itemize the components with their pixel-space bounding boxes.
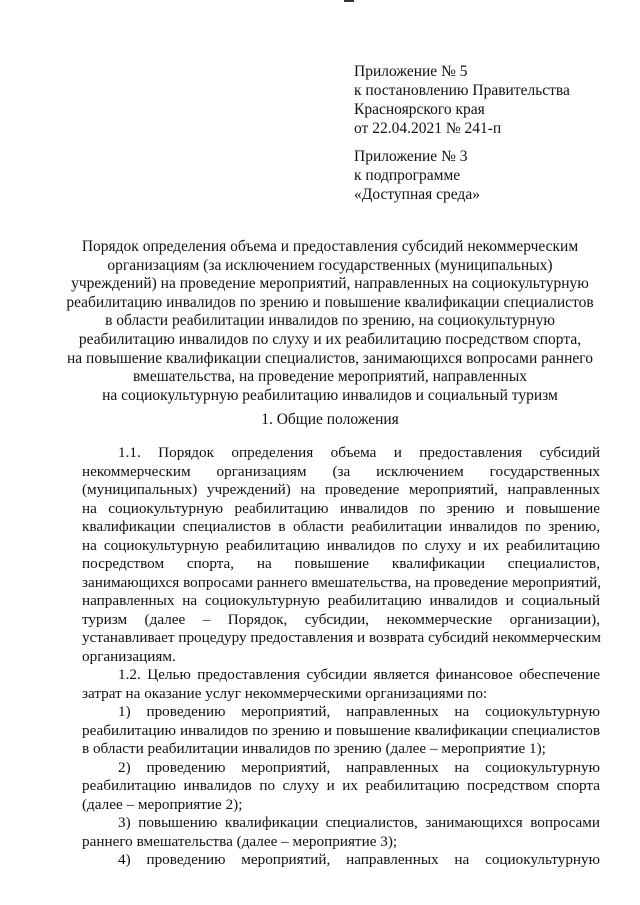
appendix-5-reference: к постановлению Правительства [354, 82, 570, 99]
body-line: (далее – мероприятие 2); [82, 795, 243, 813]
body-line: 2) проведению мероприятий, направленных на социокультурную [118, 758, 600, 776]
appendix-5-number: Приложение № 5 [354, 63, 468, 80]
body-line: посредством спорта, на повышение квалификации специалистов, [82, 555, 600, 572]
title-line: на повышение квалификации специалистов, занимающихся вопросами раннего [67, 349, 593, 367]
section-heading: 1. Общие положения [261, 411, 399, 428]
page-edge-mark [344, 0, 354, 2]
title-line: реабилитацию инвалидов по слуху и их реабилитацию посредством спорта, [78, 330, 582, 348]
document-body [82, 444, 600, 870]
appendix-5-region: Красноярского края [354, 101, 485, 118]
body-line: туризм (далее – Порядок, субсидии, некоммерческие организации), [82, 610, 600, 628]
body-line: 1.1. Порядок определения объема и предоставления субсидий [118, 444, 600, 461]
appendix-5-block [354, 62, 624, 138]
title-line: организациям (за исключением государственных (муниципальных) [107, 256, 553, 274]
appendix-3-reference: к подпрограмме [354, 167, 461, 184]
title-line: Порядок определения объема и предоставления субсидий некоммерческим [81, 238, 579, 255]
body-line: устанавливает процедуру предоставления и возврата субсидий некоммерческим [82, 629, 601, 646]
body-line: реабилитацию инвалидов по зрению и повышение квалификации специалистов [82, 721, 600, 739]
body-line: на социокультурную реабилитацию инвалидов по слуху и их реабилитацию [82, 536, 600, 554]
body-line: реабилитацию инвалидов по слуху и их реабилитацию посредством спорта [82, 777, 600, 794]
body-line: 3) повышению квалификации специалистов, занимающихся вопросами [118, 814, 600, 831]
body-line: 1) проведению мероприятий, направленных на социокультурную [118, 703, 600, 720]
body-line: 1.2. Целью предоставления субсидии является финансовое обеспечение [118, 666, 600, 683]
body-line: (муниципальных) учреждений) на проведение мероприятий, направленных [82, 481, 600, 498]
body-line: 4) проведению мероприятий, направленных на социокультурную [118, 851, 600, 868]
title-line: на социокультурную реабилитацию инвалидов и социальный туризм [102, 386, 558, 404]
title-line: вмешательства, на проведение мероприятий, направленных [132, 368, 528, 386]
body-line: квалификации специалистов в области реабилитации инвалидов по зрению, [82, 518, 600, 535]
body-line: некоммерческим организациям (за исключением государственных [82, 462, 600, 480]
body-line: затрат на оказание услуг некоммерческими организациями по: [82, 684, 488, 702]
appendix-3-block [354, 147, 624, 204]
title-line: в области реабилитации инвалидов по зрению, на социокультурную [105, 312, 555, 330]
body-line: занимающихся вопросами раннего вмешательства, на проведение мероприятий, [82, 573, 602, 591]
appendix-3-number: Приложение № 3 [354, 148, 468, 165]
appendix-3-subprogram: «Доступная среда» [354, 186, 480, 203]
body-line: направленных на социокультурную реабилитацию инвалидов и социальный [82, 592, 600, 609]
body-line: на социокультурную реабилитацию инвалидов по зрению и повышение [82, 499, 600, 517]
title-line: учреждений) на проведение мероприятий, направленных на социокультурную [71, 275, 589, 293]
body-line: раннего вмешательства (далее – мероприятие 3); [82, 832, 398, 850]
body-line: организациям. [82, 647, 176, 665]
appendix-5-date: от 22.04.2021 № 241-п [354, 120, 502, 137]
body-line: в области реабилитации инвалидов по зрению (далее – мероприятие 1); [82, 740, 546, 757]
document-title [60, 238, 600, 405]
title-line: реабилитацию инвалидов по зрению и повышение квалификации специалистов [66, 293, 594, 311]
